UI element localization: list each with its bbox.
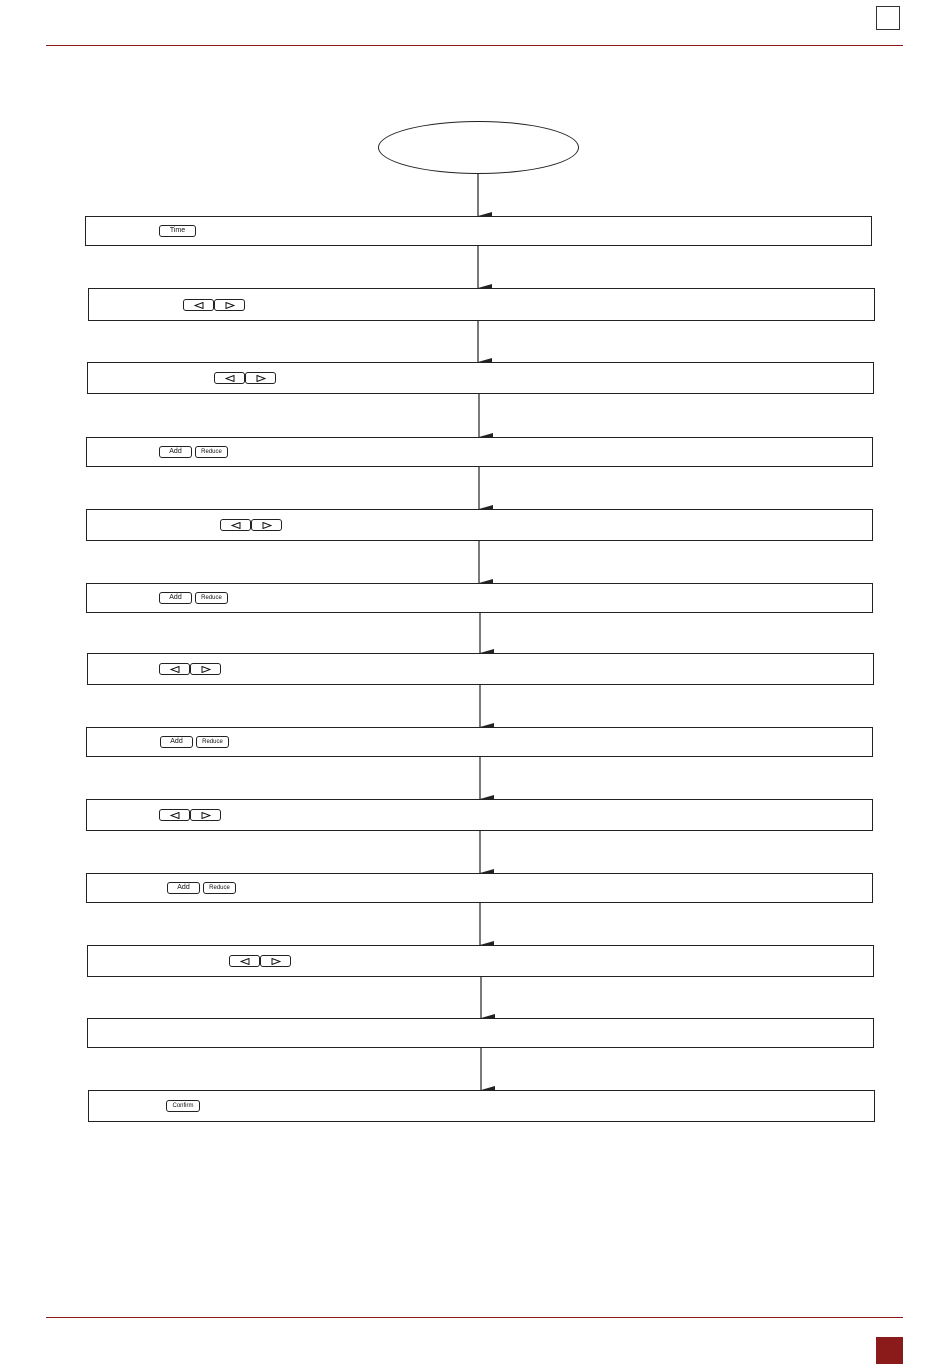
left-arrow-icon [183, 299, 214, 311]
right-arrow-icon [214, 299, 245, 311]
step-box [86, 727, 873, 757]
step-box [86, 583, 873, 613]
step-box [86, 799, 873, 831]
confirm-key: Confirm [166, 1100, 200, 1112]
step-box [87, 945, 874, 977]
step-box [85, 216, 872, 246]
right-arrow-icon [245, 372, 276, 384]
step-box [86, 509, 873, 541]
step-box [88, 1090, 875, 1122]
add-key: Add [159, 446, 192, 458]
left-arrow-icon [159, 809, 190, 821]
reduce-key: Reduce [203, 882, 236, 894]
reduce-key: Reduce [195, 592, 228, 604]
right-arrow-icon [190, 809, 221, 821]
step-box [86, 437, 873, 467]
add-key: Add [160, 736, 193, 748]
step-box [88, 288, 875, 321]
step-box [87, 653, 874, 685]
step-box [87, 362, 874, 394]
right-arrow-icon [190, 663, 221, 675]
reduce-key: Reduce [195, 446, 228, 458]
time-key: Time [159, 225, 196, 237]
start-oval [378, 121, 579, 174]
right-arrow-icon [251, 519, 282, 531]
reduce-key: Reduce [196, 736, 229, 748]
step-box [87, 1018, 874, 1048]
step-box [86, 873, 873, 903]
add-key: Add [167, 882, 200, 894]
left-arrow-icon [214, 372, 245, 384]
add-key: Add [159, 592, 192, 604]
left-arrow-icon [229, 955, 260, 967]
right-arrow-icon [260, 955, 291, 967]
left-arrow-icon [220, 519, 251, 531]
left-arrow-icon [159, 663, 190, 675]
